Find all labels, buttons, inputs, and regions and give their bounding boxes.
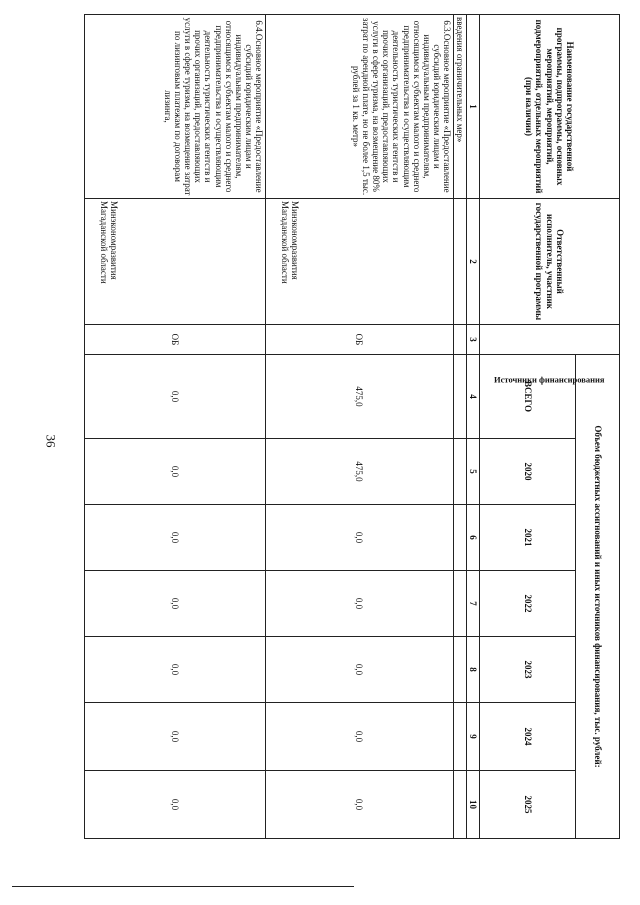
row-value-2022: 0,0 <box>85 571 266 637</box>
column-number: 7 <box>466 571 479 637</box>
column-number-row <box>466 15 479 839</box>
section-continuation: введения ограничительных мер» <box>453 15 466 199</box>
row-name-6-3: 6.3.Основное мероприятие «Предоставление субсидий юридическим лицам и индивидуальным предпринимателям, относящимся к субъектам малого и среднего предпринимательства и осуществляющим деятельность туристических агентств и прочих организаций, предоставляющих услуги в сфере туризма, на возмещение 80% затрат по арендной плате, но не более 1,5 тыс. рублей за 1 кв. метр» <box>265 15 453 199</box>
financing-table <box>84 14 620 839</box>
row-responsible: Минэкономразвития Магаданской области <box>265 199 453 325</box>
column-number: 4 <box>466 355 479 439</box>
row-total: 0,0 <box>85 355 266 439</box>
column-number: 1 <box>466 15 479 199</box>
column-number: 9 <box>466 703 479 771</box>
row-source: ОБ <box>265 325 453 355</box>
row-responsible: Минэкономразвития Магаданской области <box>85 199 266 325</box>
table-row <box>265 15 453 839</box>
row-total: 475,0 <box>265 355 453 439</box>
section-row <box>453 15 466 839</box>
row-name-6-4: 6.4.Основное мероприятие «Предоставление субсидий юридическим лицам и индивидуальным предпринимателям, относящимся к субъектам малого и среднего предпринимательства и осуществляющим деятельность туристических агентств и прочих организаций, предоставляющих услуги в сфере туризма, на возмещение затрат по лизинговым платежам по договорам лизинга, <box>85 15 266 199</box>
header-year-2024: 2024 <box>480 703 576 771</box>
header-volume: Объем бюджетных ассигнований и иных источников финансирования, тыс. рублей: <box>576 355 620 839</box>
row-value-2025: 0,0 <box>265 771 453 839</box>
header-responsible: Ответственный исполнитель, участник государственной программы <box>480 199 620 325</box>
column-number: 5 <box>466 439 479 505</box>
row-source: ОБ <box>85 325 266 355</box>
header-name: Наименование государственной программы, подпрограммы, основных мероприятий, мероприятий, подмероприятий, отдельных мероприятий (при наличии) <box>480 15 620 199</box>
header-year-2020: 2020 <box>480 439 576 505</box>
table-row <box>85 15 266 839</box>
rotated-page <box>84 14 620 838</box>
header-row-1 <box>576 15 620 839</box>
header-source-text: Источники финансирования <box>493 374 605 385</box>
row-value-2021: 0,0 <box>85 505 266 571</box>
column-number: 3 <box>466 325 479 355</box>
header-year-2025: 2025 <box>480 771 576 839</box>
header-year-2023: 2023 <box>480 637 576 703</box>
header-year-2022: 2022 <box>480 571 576 637</box>
page-number-text: 36 <box>43 434 58 448</box>
bottom-rule <box>12 886 354 887</box>
column-number: 2 <box>466 199 479 325</box>
row-value-2020: 0,0 <box>85 439 266 505</box>
column-number: 6 <box>466 505 479 571</box>
row-value-2025: 0,0 <box>85 771 266 839</box>
column-number: 8 <box>466 637 479 703</box>
row-value-2020: 475,0 <box>265 439 453 505</box>
column-number: 10 <box>466 771 479 839</box>
header-year-2021: 2021 <box>480 505 576 571</box>
header-source <box>480 325 620 385</box>
row-value-2024: 0,0 <box>265 703 453 771</box>
row-value-2022: 0,0 <box>265 571 453 637</box>
row-value-2021: 0,0 <box>265 505 453 571</box>
row-value-2023: 0,0 <box>265 637 453 703</box>
row-value-2024: 0,0 <box>85 703 266 771</box>
row-value-2023: 0,0 <box>85 637 266 703</box>
header-total: ВСЕГО <box>480 355 576 439</box>
page-number <box>44 432 56 450</box>
